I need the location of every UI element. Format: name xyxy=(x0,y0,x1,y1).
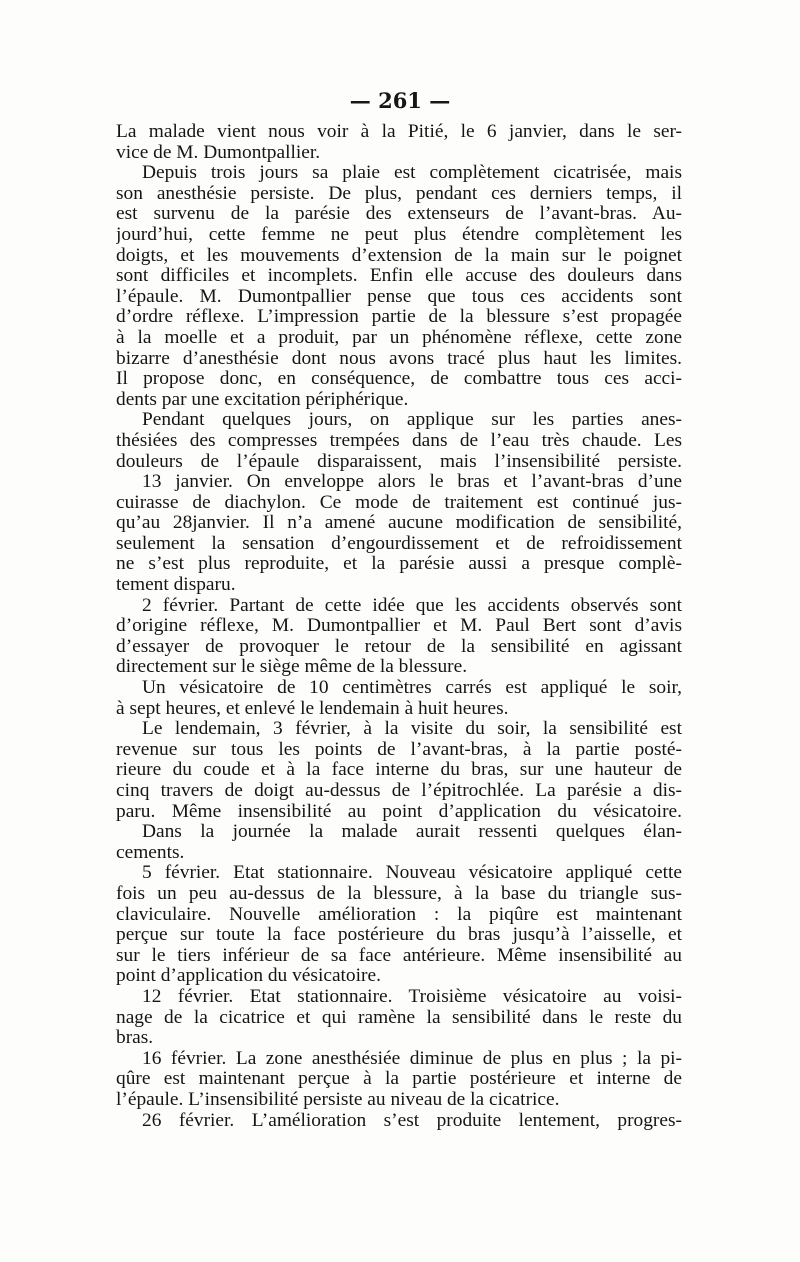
text-line: rieure du coude et à la face interne du bras, sur une hauteur de xyxy=(116,760,682,781)
text-line: Le lendemain, 3 février, à la visite du soir, la sensibilité est xyxy=(142,719,682,740)
text-line: bizarre d’anesthésie dont nous avons tracé plus haut les limites. xyxy=(116,348,682,369)
text-line: son anesthésie persiste. De plus, pendant ces derniers temps, il xyxy=(116,183,682,204)
text-line: douleurs de l’épaule disparaissent, mais l’insensibilité persiste. xyxy=(116,451,682,472)
text-line: 5 février. Etat stationnaire. Nouveau vésicatoire appliqué cette xyxy=(142,863,682,884)
text-line: cuirasse de diachylon. Ce mode de traitement est continué jus- xyxy=(116,492,682,513)
text-line: 13 janvier. On enveloppe alors le bras et l’avant-bras d’une xyxy=(142,472,682,493)
text-line: cements. xyxy=(116,842,185,863)
text-line: est survenu de la parésie des extenseurs de l’avant-bras. Au- xyxy=(116,204,682,225)
text-line: tement disparu. xyxy=(116,575,236,596)
text-line: seulement la sensation d’engourdissement et de refroidissement xyxy=(116,533,682,554)
text-line: Depuis trois jours sa plaie est complètement cicatrisée, mais xyxy=(142,163,682,184)
text-line: directement sur le siège même de la blessure. xyxy=(116,657,468,678)
text-line: jourd’hui, cette femme ne peut plus étendre complètement les xyxy=(116,224,682,245)
text-line: à la moelle et a produit, par un phénomène réflexe, cette zone xyxy=(116,327,682,348)
text-line: Dans la journée la malade aurait ressenti quelques élan- xyxy=(142,822,682,843)
text-line: claviculaire. Nouvelle amélioration : la piqûre est maintenant xyxy=(116,904,682,925)
text-line: d’ordre réflexe. L’impression partie de la blessure s’est propagée xyxy=(116,307,682,328)
text-line: à sept heures, et enlevé le lendemain à huit heures. xyxy=(116,698,509,719)
text-line: paru. Même insensibilité au point d’application du vésicatoire. xyxy=(116,801,682,822)
text-line: sur le tiers inférieur de sa face antérieure. Même insensibilité au xyxy=(116,945,682,966)
text-line: sont difficiles et incomplets. Enfin elle accuse des douleurs dans xyxy=(116,266,682,287)
text-line: d’origine réflexe, M. Dumontpallier et M. Paul Bert sont d’avis xyxy=(116,616,682,637)
text-line: l’épaule. L’insensibilité persiste au niveau de la cicatrice. xyxy=(116,1089,560,1110)
text-line: vice de M. Dumontpallier. xyxy=(116,142,321,163)
text-line: 16 février. La zone anesthésiée diminue de plus en plus ; la pi- xyxy=(142,1048,682,1069)
text-line: Un vésicatoire de 10 centimètres carrés est appliqué le soir, xyxy=(142,678,682,699)
text-line: ne s’est plus reproduite, et la parésie aussi a presque complè- xyxy=(116,554,682,575)
text-line: l’épaule. M. Dumontpallier pense que tous ces accidents sont xyxy=(116,286,682,307)
text-line: perçue sur toute la face postérieure du bras jusqu’à l’aisselle, et xyxy=(116,925,682,946)
text-line: bras. xyxy=(116,1028,154,1049)
text-line: dents par une excitation périphérique. xyxy=(116,389,409,410)
text-line: d’essayer de provoquer le retour de la sensibilité en agissant xyxy=(116,636,682,657)
text-line: qu’au 28janvier. Il n’a amené aucune modification de sensibilité, xyxy=(116,513,682,534)
text-line: qûre est maintenant perçue à la partie postérieure et interne de xyxy=(116,1069,682,1090)
text-line: doigts, et les mouvements d’extension de la main sur le poignet xyxy=(116,245,682,266)
page-number: — 261 — xyxy=(349,88,451,113)
text-line: 12 février. Etat stationnaire. Troisième vésicatoire au voisi- xyxy=(142,986,682,1007)
text-line: nage de la cicatrice et qui ramène la sensibilité dans le reste du xyxy=(116,1007,682,1028)
text-line: Pendant quelques jours, on applique sur les parties anes- xyxy=(142,410,682,431)
text-line: 2 février. Partant de cette idée que les accidents observés sont xyxy=(142,595,682,616)
text-line: fois un peu au-dessus de la blessure, à la base du triangle sus- xyxy=(116,883,682,904)
text-line: 26 février. L’amélioration s’est produite lentement, progres- xyxy=(142,1110,682,1131)
text-line: cinq travers de doigt au-dessus de l’épitrochlée. La parésie a dis- xyxy=(116,781,682,801)
text-line: thésiées des compresses trempées dans de l’eau très chaude. Les xyxy=(116,430,682,451)
text-line: La malade vient nous voir à la Pitié, le 6 janvier, dans le ser- xyxy=(116,122,682,142)
text-line: Il propose donc, en conséquence, de combattre tous ces acci- xyxy=(116,369,682,390)
text-line: revenue sur tous les points de l’avant-bras, à la partie posté- xyxy=(116,739,682,760)
text-line: point d’application du vésicatoire. xyxy=(116,966,381,987)
body-text xyxy=(116,122,682,1131)
